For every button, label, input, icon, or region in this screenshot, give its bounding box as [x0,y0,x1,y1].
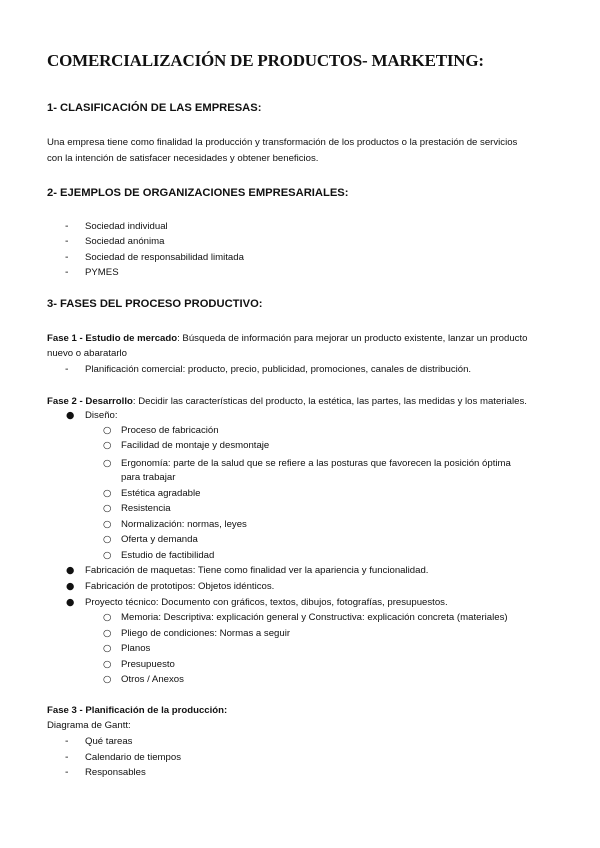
list-item: Sociedad anónima [85,236,165,247]
list-item: Proyecto técnico: Documento con gráficos, textos, dibujos, fotografías, presupuestos. [85,597,448,608]
dash-bullet: - [65,736,69,747]
sub-list-item: Resistencia [121,503,171,514]
dash-bullet: - [65,236,69,247]
list-item: Sociedad de responsabilidad limitada [85,252,244,263]
list-item: Responsables [85,767,146,778]
dash-bullet: - [65,752,69,763]
sub-list-item: Proceso de fabricación [121,425,219,436]
fase-1-line-1 [47,333,527,345]
document-title: COMERCIALIZACIÓN DE PRODUCTOS- MARKETING: [47,51,484,70]
disc-bullet: ● [66,597,75,608]
sub-list-item: Normalización: normas, leyes [121,519,247,530]
list-item: Fabricación de prototipos: Objetos idénticos. [85,581,275,592]
circle-bullet: ○ [103,628,112,639]
disc-bullet: ● [66,565,75,576]
disc-bullet: ● [66,581,75,592]
section-1-paragraph-line-2: con la intención de satisfacer necesidades y obtener beneficios. [47,153,319,164]
dash-bullet: - [65,252,69,263]
section-1-paragraph-line-1: Una empresa tiene como finalidad la producción y transformación de los productos o la prestación de servicios [47,137,518,148]
sub-list-item: Planos [121,643,151,654]
sub-list-item: Presupuesto [121,659,175,670]
section-3-heading: 3- FASES DEL PROCESO PRODUCTIVO: [47,298,263,310]
sub-list-item: Otros / Anexos [121,674,184,685]
list-item: Diseño: [85,410,118,421]
fase-1-text: : Búsqueda de información para mejorar un producto existente, lanzar un producto [177,333,528,344]
circle-bullet: ○ [103,503,112,514]
fase-2-text: : Decidir las características del producto, la estética, las partes, las medidas y los materiales. [132,396,527,407]
fase-2-line [47,396,527,408]
fase-1-label: Fase 1 - Estudio de mercado [47,333,178,344]
circle-bullet: ○ [103,458,112,469]
sub-list-item-continuation: para trabajar [121,472,176,483]
circle-bullet: ○ [103,488,112,499]
circle-bullet: ○ [103,550,112,561]
section-1-heading: 1- CLASIFICACIÓN DE LAS EMPRESAS: [47,102,262,114]
sub-list-item: Estética agradable [121,488,201,499]
circle-bullet: ○ [103,643,112,654]
sub-list-item: Pliego de condiciones: Normas a seguir [121,628,291,639]
circle-bullet: ○ [103,534,112,545]
sub-list-item: Oferta y demanda [121,534,198,545]
circle-bullet: ○ [103,612,112,623]
circle-bullet: ○ [103,425,112,436]
fase-3-label: Fase 3 - Planificación de la producción: [47,705,228,716]
circle-bullet: ○ [103,659,112,670]
dash-bullet: - [65,767,69,778]
sub-list-item: Ergonomía: parte de la salud que se refiere a las posturas que favorecen la posición óptima [121,458,511,469]
list-item: Calendario de tiempos [85,752,181,763]
circle-bullet: ○ [103,440,112,451]
list-item: Fabricación de maquetas: Tiene como finalidad ver la apariencia y funcionalidad. [85,565,429,576]
disc-bullet: ● [66,410,75,421]
fase-3-text: Diagrama de Gantt: [47,720,131,731]
dash-bullet: - [65,267,69,278]
list-item: Sociedad individual [85,221,168,232]
fase-2-label: Fase 2 - Desarrollo [47,396,133,407]
list-item: Qué tareas [85,736,133,747]
list-item: PYMES [85,267,119,278]
sub-list-item: Memoria: Descriptiva: explicación general y Constructiva: explicación concreta (materiales) [121,612,508,623]
list-item: Planificación comercial: producto, precio, publicidad, promociones, canales de distribución. [85,364,472,375]
sub-list-item: Facilidad de montaje y desmontaje [121,440,270,451]
fase-1-line-2: nuevo o abaratarlo [47,348,128,359]
dash-bullet: - [65,364,69,375]
circle-bullet: ○ [103,674,112,685]
sub-list-item: Estudio de factibilidad [121,550,215,561]
section-2-heading: 2- EJEMPLOS DE ORGANIZACIONES EMPRESARIALES: [47,187,349,199]
dash-bullet: - [65,221,69,232]
circle-bullet: ○ [103,519,112,530]
